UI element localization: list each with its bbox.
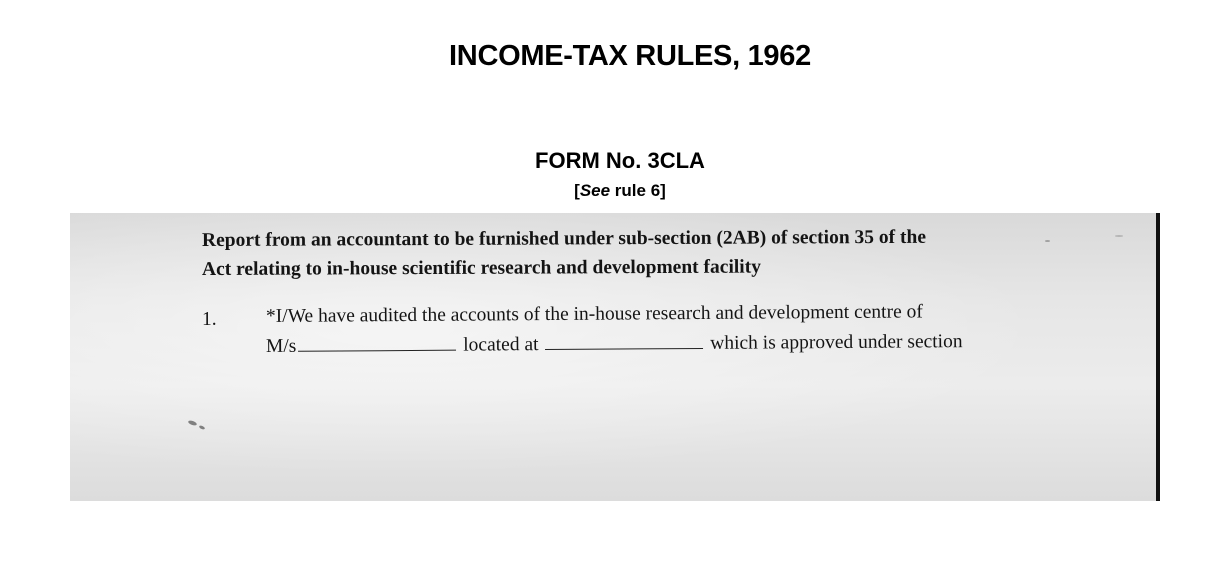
paragraph-number: 1. (202, 309, 217, 330)
located-at-label: located at (458, 334, 544, 356)
ms-label: M/s (265, 335, 297, 357)
rule-reference (0, 181, 1220, 201)
paragraph-line-2 (266, 331, 963, 358)
location-blank (545, 334, 703, 350)
rule-reference-rule: rule 6] (610, 181, 666, 200)
paragraph-line-1: *I/We have audited the accounts of the in-house research and development centre of (265, 301, 923, 327)
scan-smudge (188, 420, 198, 427)
report-heading-line-2: Act relating to in-house scientific research and development facility (201, 256, 761, 280)
rules-title: INCOME-TAX RULES, 1962 (449, 40, 811, 72)
firm-name-blank (298, 336, 456, 352)
scan-smudge (1045, 240, 1050, 242)
rule-reference-see: See (579, 181, 611, 200)
rule-reference-bracket: [ (574, 181, 580, 200)
scan-smudge (1115, 235, 1123, 237)
approved-under-label: which is approved under section (705, 331, 963, 354)
report-heading-line-1: Report from an accountant to be furnished under sub-section (2AB) of section 35 of the (201, 226, 927, 251)
scan-smudge (199, 425, 206, 430)
form-number: FORM No. 3CLA (535, 148, 705, 173)
scanned-form-excerpt (70, 213, 1160, 501)
